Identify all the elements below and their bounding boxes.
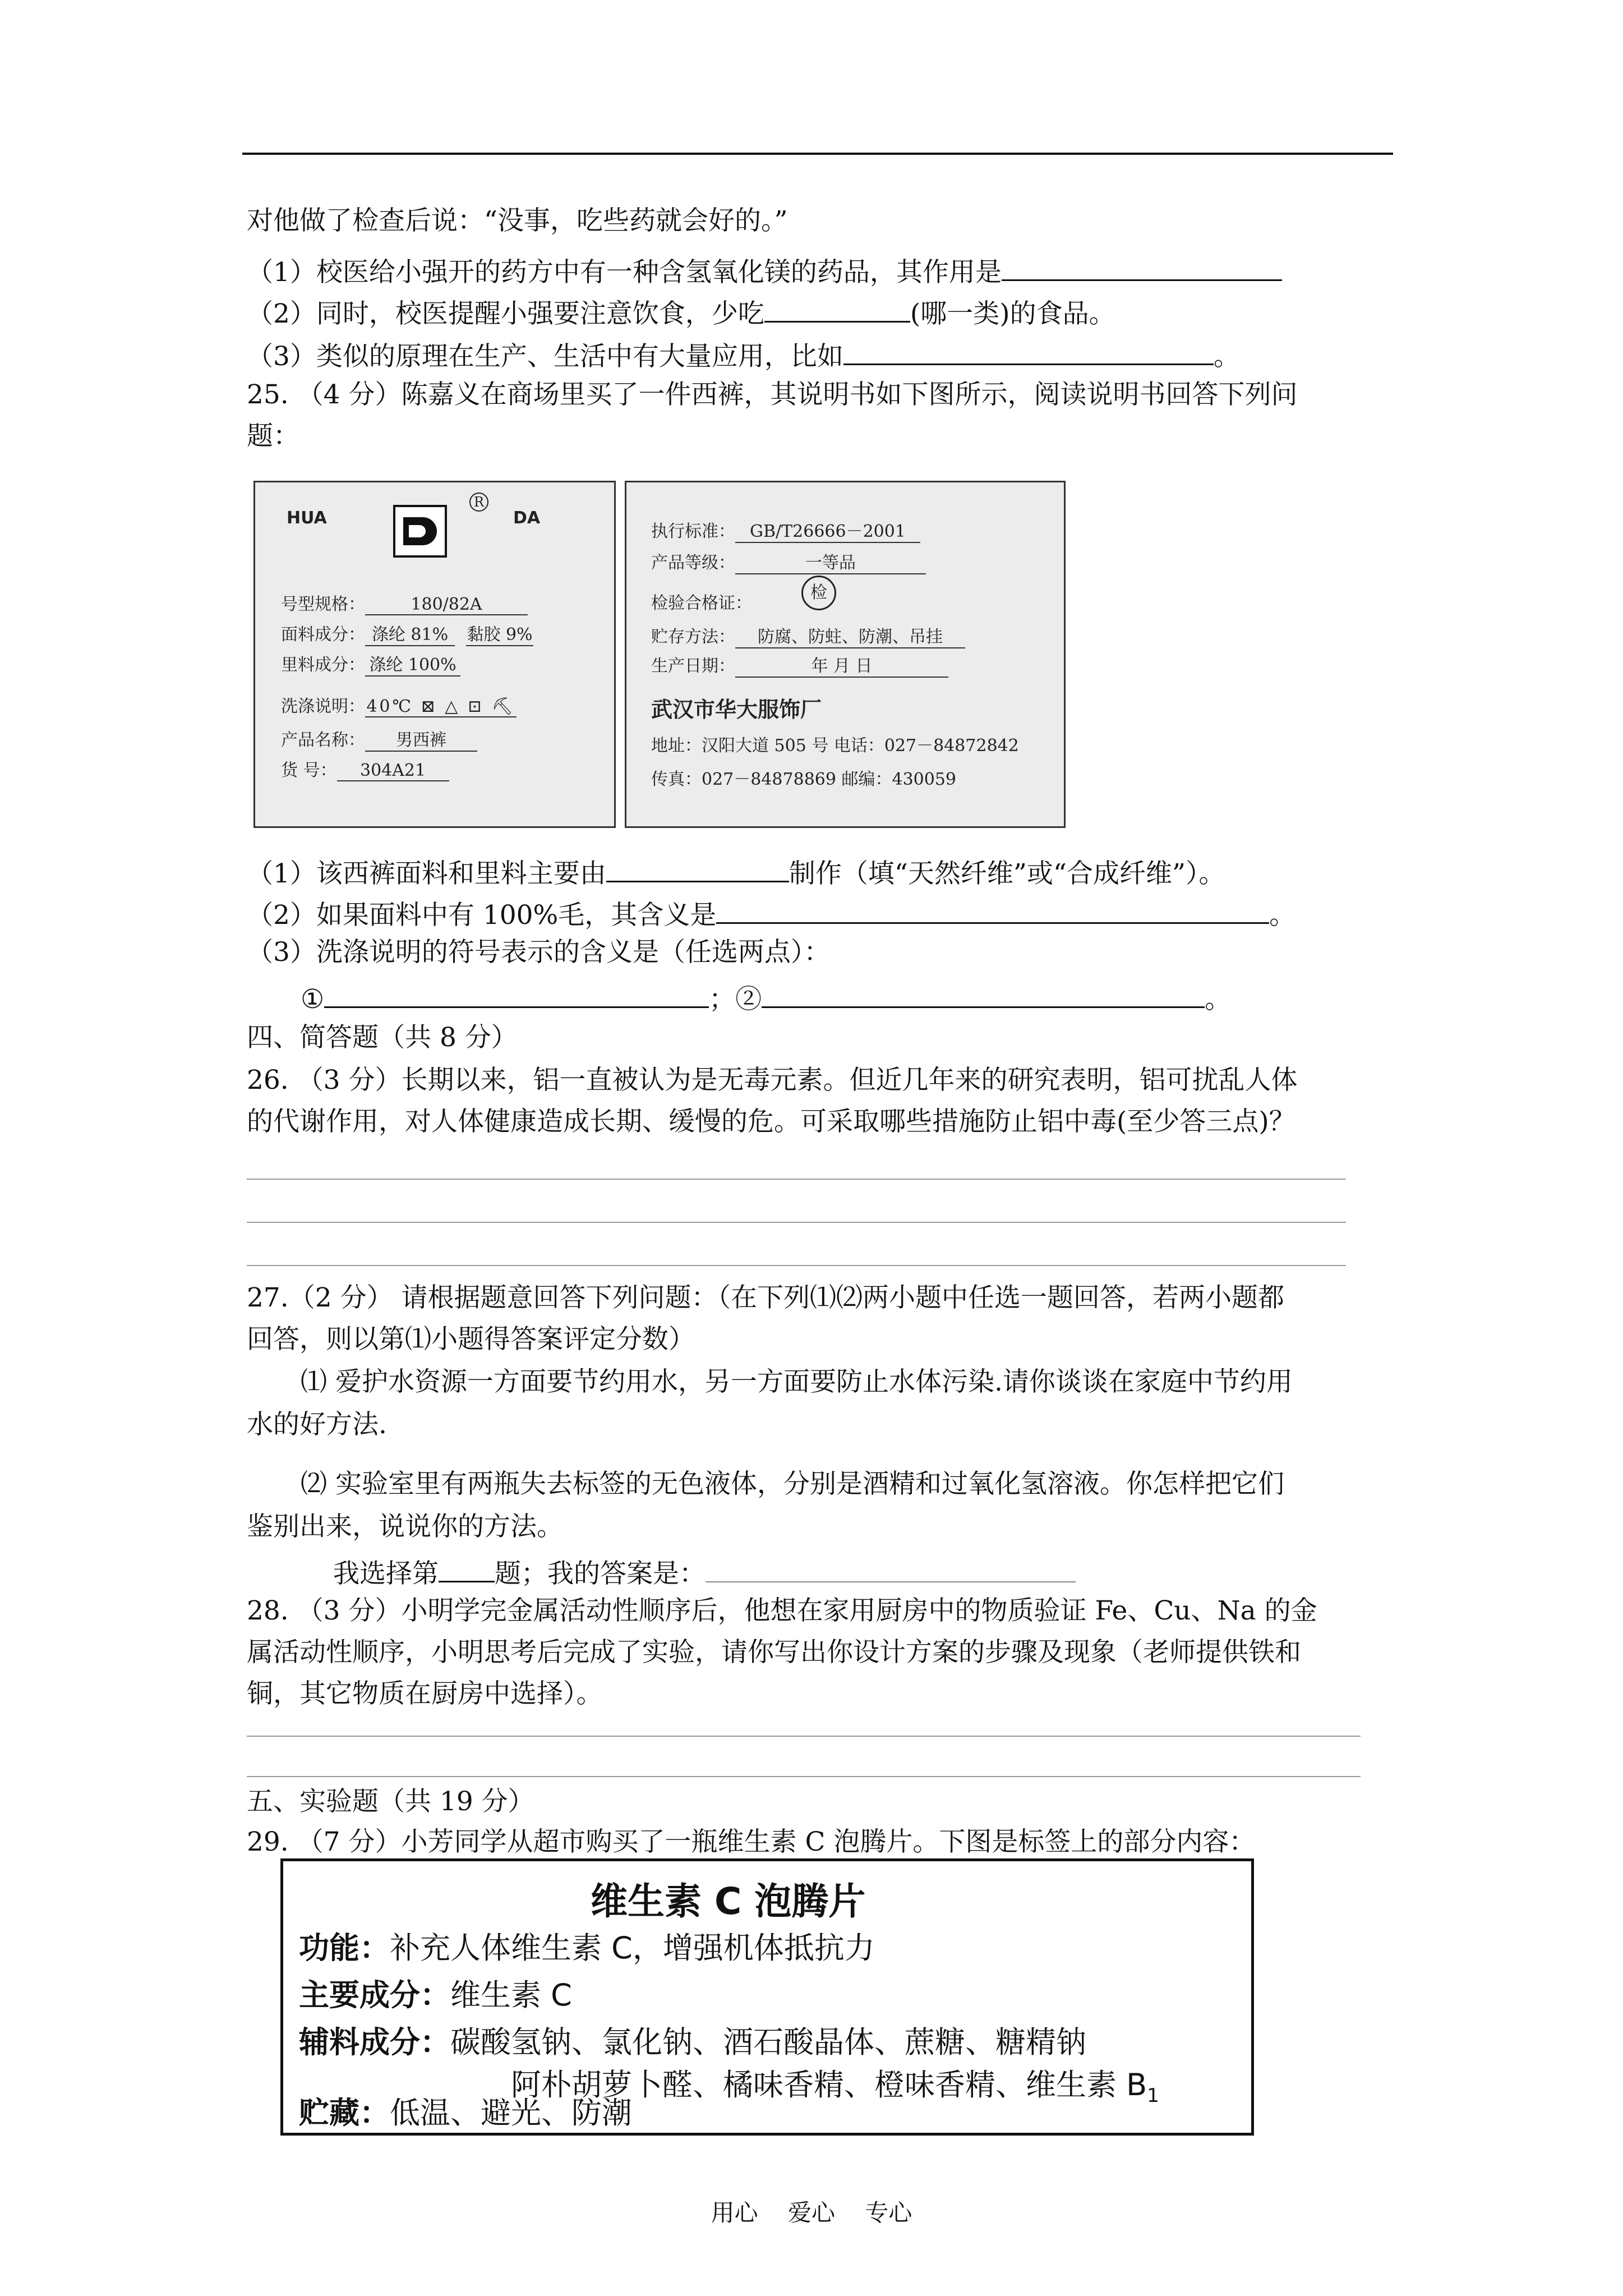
q25-1: （1）该西裤面料和里料主要由 制作（填“天然纤维”或“合成纤维”）。 — [247, 852, 1225, 892]
answer-blank[interactable] — [606, 852, 789, 882]
brand-left: HUA — [287, 508, 327, 528]
face-value-2: 黏胶 9% — [466, 620, 533, 646]
q27-stem: 回答，则以第⑴小题得答案评定分数） — [247, 1324, 695, 1355]
section-heading: 四、简答题（共 8 分） — [247, 1022, 518, 1053]
aux-label: 辅料成分： — [299, 2024, 450, 2060]
answer-blank[interactable] — [324, 977, 709, 1008]
aux-value-1: 碳酸氢钠、氯化钠、酒石酸晶体、蔗糖、糖精钠 — [450, 2024, 1086, 2060]
answer-blank[interactable] — [762, 977, 1205, 1008]
q27-1: ⑴ 爱护水资源一方面要节约用水，另一方面要防止水体污染.请你谈谈在家庭中节约用 — [301, 1366, 1293, 1397]
q27-stem: 27.（2 分） 请根据题意回答下列问题：（在下列⑴⑵两小题中任选一题回答，若两小题都 — [247, 1282, 1285, 1313]
answer-blank[interactable] — [764, 292, 910, 323]
q28-stem: 铜，其它物质在厨房中选择）。 — [247, 1678, 603, 1709]
main-label: 主要成分： — [299, 1977, 450, 2013]
garment-label-right — [625, 481, 1066, 828]
date-value: 年 月 日 — [735, 652, 948, 678]
answer-line[interactable] — [247, 1265, 1346, 1266]
cert-label: 检验合格证： — [651, 593, 752, 613]
q24-1: （1）校医给小强开的药方中有一种含氢氧化镁的药品，其作用是 — [247, 250, 1282, 291]
q25-2: （2）如果面料中有 100%毛，其含义是 。 — [247, 893, 1295, 933]
company-address: 地址：汉阳大道 505 号 电话：027－84872842 — [651, 736, 1019, 756]
answer-line[interactable] — [247, 1736, 1361, 1737]
face-label: 面料成分： — [281, 625, 365, 645]
q25-3: （3）洗涤说明的符号表示的含义是（任选两点）： — [247, 937, 831, 968]
q27-1: 水的好方法. — [247, 1409, 387, 1440]
size-label: 号型规格： — [281, 595, 365, 614]
company-name: 武汉市华大服饰厂 — [651, 697, 822, 722]
section-heading: 五、实验题（共 19 分） — [247, 1786, 534, 1817]
garment-label-left — [253, 481, 616, 828]
q24-3: （3）类似的原理在生产、生活中有大量应用，比如 。 — [247, 334, 1240, 375]
name-label: 产品名称： — [281, 730, 365, 750]
inspection-stamp: 检 — [801, 576, 836, 610]
vitamin-label-title: 维生素 C 泡腾片 — [591, 1880, 866, 1923]
registered-mark: R — [469, 493, 488, 512]
lining-value: 涤纶 100% — [365, 651, 460, 677]
item-label: 货 号： — [281, 761, 337, 780]
brand-logo-icon — [393, 505, 447, 558]
answer-line[interactable] — [247, 1222, 1346, 1223]
store-label: 贮藏： — [299, 2095, 390, 2131]
name-value: 男西裤 — [365, 726, 477, 752]
lining-label: 里料成分： — [281, 655, 365, 675]
size-value: 180/82A — [365, 595, 528, 615]
std-label: 执行标准： — [651, 522, 735, 541]
q26-stem: 26. （3 分）长期以来，铝一直被认为是无毒元素。但近几年来的研究表明，铝可扰乱人体 — [247, 1065, 1298, 1096]
answer-blank[interactable] — [706, 1552, 1076, 1582]
q27-2: 鉴别出来，说说你的方法。 — [247, 1511, 563, 1542]
brand-right: DA — [513, 508, 541, 528]
q27-2: ⑵ 实验室里有两瓶失去标签的无色液体，分别是酒精和过氧化氢溶液。你怎样把它们 — [301, 1469, 1284, 1499]
answer-blank[interactable] — [1002, 250, 1282, 281]
page-footer: 用心 爱心 专心 — [711, 2199, 912, 2226]
answer-blank[interactable] — [716, 893, 1269, 924]
aux-value-2: 阿朴胡萝卜醛、橘味香精、橙味香精、维生素 B — [511, 2067, 1147, 2102]
item-value: 304A21 — [337, 761, 449, 781]
main-value: 维生素 C — [450, 1977, 572, 2013]
answer-line[interactable] — [247, 1776, 1361, 1777]
company-fax: 传真：027－84878869 邮编：430059 — [651, 770, 957, 789]
q25-stem: 25. （4 分）陈嘉义在商场里买了一件西裤，其说明书如下图所示，阅读说明书回答下列问 — [247, 379, 1298, 410]
header-rule — [242, 153, 1393, 155]
std-value: GB/T26666－2001 — [735, 517, 920, 543]
answer-line[interactable] — [247, 1179, 1346, 1180]
q28-stem: 属活动性顺序，小明思考后完成了实验，请你写出你设计方案的步骤及现象（老师提供铁和 — [247, 1637, 1301, 1668]
q26-stem: 的代谢作用，对人体健康造成长期、缓慢的危。可采取哪些措施防止铝中毒(至少答三点)？ — [247, 1106, 1295, 1137]
aux-subscript: 1 — [1147, 2084, 1159, 2107]
q28-stem: 28. （3 分）小明学完金属活动性顺序后，他想在家用厨房中的物质验证 Fe、Cu、Na 的金 — [247, 1595, 1317, 1626]
grade-label: 产品等级： — [651, 553, 735, 573]
q27-answer: 我选择第 题；我的答案是： — [333, 1552, 1076, 1592]
func-value: 补充人体维生素 C，增强机体抵抗力 — [390, 1930, 875, 1966]
answer-blank[interactable] — [843, 334, 1214, 365]
storage-value: 防腐、防蛀、防潮、吊挂 — [735, 623, 965, 648]
text-line: 题： — [247, 421, 299, 452]
func-label: 功能： — [299, 1930, 390, 1966]
answer-blank[interactable] — [439, 1552, 495, 1582]
store-value: 低温、避光、防潮 — [390, 2095, 632, 2131]
q25-3-answers: ① ；② 。 — [301, 977, 1231, 1018]
wash-symbols-icon: 40℃ ⊠ △ ⊡ ⛏ — [365, 697, 517, 717]
storage-label: 贮存方法： — [651, 627, 735, 647]
q29-stem: 29. （7 分）小芳同学从超市购买了一瓶维生素 C 泡腾片。下图是标签上的部分内容： — [247, 1826, 1256, 1857]
wash-label: 洗涤说明： — [281, 697, 365, 716]
date-label: 生产日期： — [651, 656, 735, 676]
face-value-1: 涤纶 81% — [365, 620, 455, 646]
text-line: 对他做了检查后说：“没事，吃些药就会好的。” — [247, 205, 788, 236]
vitamin-c-label — [280, 1858, 1254, 2136]
q24-2: （2）同时，校医提醒小强要注意饮食，少吃 (哪一类)的食品。 — [247, 292, 1115, 332]
grade-value: 一等品 — [735, 549, 926, 574]
